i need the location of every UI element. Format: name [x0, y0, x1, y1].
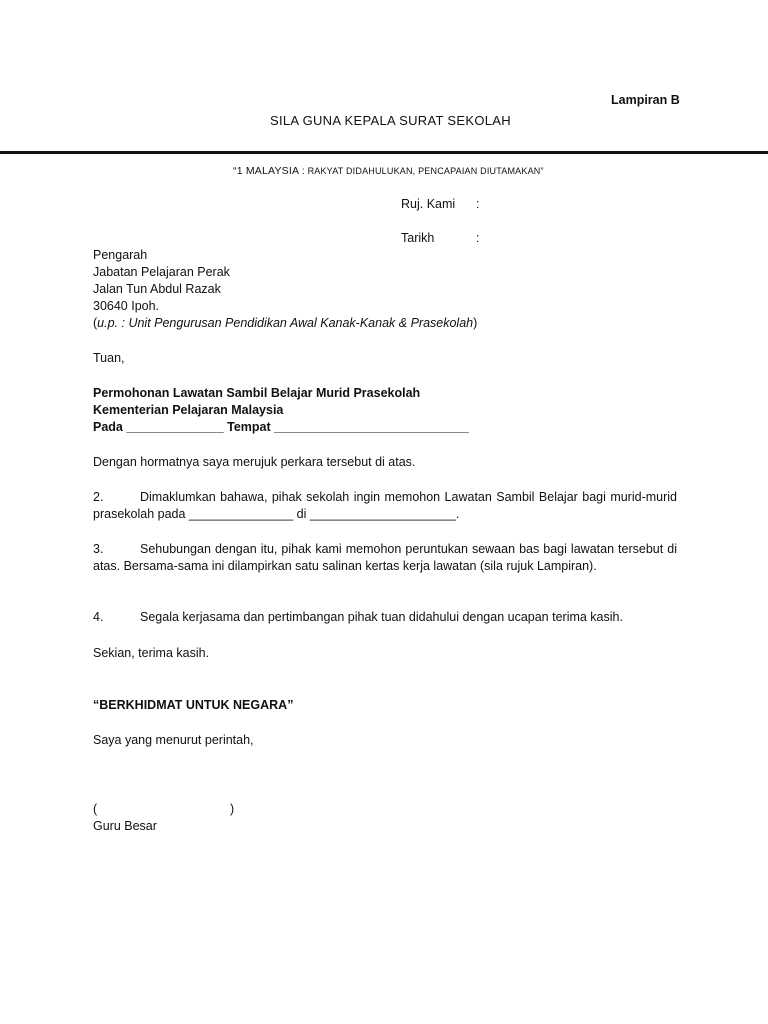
- recipient-line-1: Pengarah: [93, 248, 148, 262]
- paragraph-3-number: 3.: [93, 542, 104, 556]
- recipient-line-4: 30640 Ipoh.: [93, 299, 160, 313]
- motto-rest: RAKYAT DIDAHULUKAN, PENCAPAIAN DIUTAMAKAN”: [307, 166, 544, 176]
- signatory-title: Guru Besar: [93, 819, 157, 833]
- tarikh-colon: :: [476, 231, 480, 245]
- recipient-line-3: Jalan Tun Abdul Razak: [93, 282, 221, 296]
- paragraph-4: [93, 609, 677, 626]
- salutation: Tuan,: [93, 351, 125, 365]
- signatory-name-close: ): [230, 802, 235, 816]
- attachment-label: Lampiran B: [611, 93, 680, 107]
- recipient-line-2: Jabatan Pelajaran Perak: [93, 265, 230, 279]
- motto-prefix: “1 MALAYSIA :: [233, 165, 305, 177]
- subject: [93, 385, 469, 436]
- paragraph-3: [93, 541, 677, 575]
- paragraph-2-number: 2.: [93, 490, 104, 504]
- ruj-label: Ruj. Kami: [401, 197, 456, 211]
- paragraph-4-text: Segala kerjasama dan pertimbangan pihak tuan didahului dengan ucapan terima kasih.: [140, 610, 623, 624]
- letterhead-note: SILA GUNA KEPALA SURAT SEKOLAH: [270, 113, 511, 128]
- closing-line: Sekian, terima kasih.: [93, 646, 210, 660]
- attention-text: u.p. : Unit Pengurusan Pendidikan Awal Kanak-Kanak & Prasekolah: [97, 316, 474, 330]
- slogan: “BERKHIDMAT UNTUK NEGARA”: [93, 698, 294, 712]
- subject-line-1: Permohonan Lawatan Sambil Belajar Murid Prasekolah: [93, 386, 421, 400]
- paragraph-4-number: 4.: [93, 610, 104, 624]
- signatory-name-open: (: [93, 802, 98, 816]
- tarikh-label: Tarikh: [401, 231, 435, 245]
- recipient-attention: (u.p. : Unit Pengurusan Pendidikan Awal Kanak-Kanak & Prasekolah): [93, 316, 478, 330]
- intro-paragraph: Dengan hormatnya saya merujuk perkara tersebut di atas.: [93, 455, 416, 469]
- paragraph-3-text: Sehubungan dengan itu, pihak kami memohon peruntukan sewaan bas bagi lawatan tersebut di atas. Bersama-sama ini dilampirkan satu salinan kertas kerja lawatan (sila rujuk Lampiran).: [93, 542, 677, 573]
- recipient-address: [93, 247, 477, 332]
- subject-line-3: Pada ______________ Tempat ____________________________: [93, 420, 469, 434]
- header-divider: [0, 151, 768, 154]
- paragraph-2-text: Dimaklumkan bahawa, pihak sekolah ingin memohon Lawatan Sambil Belajar bagi murid-murid prasekolah pada _______________ di _____________________.: [93, 490, 677, 521]
- subject-line-2: Kementerian Pelajaran Malaysia: [93, 403, 284, 417]
- obedient-line: Saya yang menurut perintah,: [93, 733, 254, 747]
- motto: [233, 163, 544, 180]
- paragraph-2: [93, 489, 677, 523]
- ruj-colon: :: [476, 197, 480, 211]
